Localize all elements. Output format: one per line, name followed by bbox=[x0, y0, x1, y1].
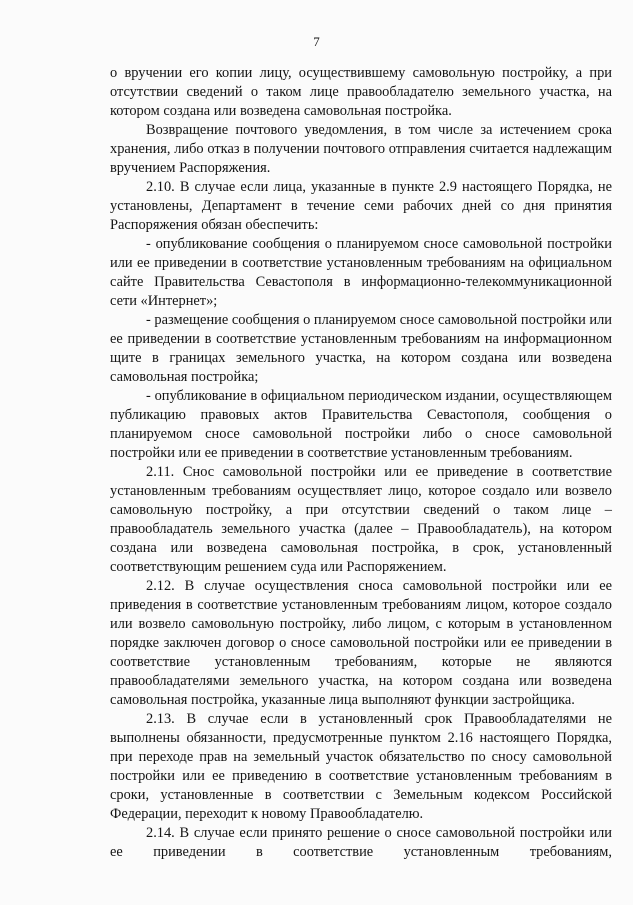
paragraph-2-11: 2.11. Снос самовольной постройки или ее приведение в соответствие установленным требованиям осуществляет лицо, которое создало или возвело самовольную постройку, а при отсутствии сведений о таком лице – правообладатель земельного участка (далее – Правообладатель), на котором создана или возведена самовольная постройка, в срок, установленный соответствующим решением суда или Распоряжением. bbox=[110, 464, 612, 575]
list-item-periodical-publication: - опубликование в официальном периодическом издании, осуществляющем публикацию правовых актов Правительства Севастополя, сообщения о планируемом сносе самовольной постройки либо о сносе самовольной постройки или ее приведении в соответствие установленным требованиям. bbox=[110, 388, 612, 461]
document-body bbox=[110, 64, 612, 862]
page-number: 7 bbox=[313, 34, 320, 49]
paragraph-delivery-end: о вручении его копии лицу, осуществившему самовольную постройку, а при отсутствии сведений о таком лице правообладателю земельного участка, на котором создана или возведена самовольная постройка. bbox=[110, 65, 612, 119]
paragraph-2-13: 2.13. В случае если в установленный срок Правообладателями не выполнены обязанности, предусмотренные пунктом 2.16 настоящего Порядка, при переходе прав на земельный участок обязательство по сносу самовольной постройки или ее приведению в соответствие установленным требованиям в сроки, установленные в соответствии с Земельным кодексом Российской Федерации, переходит к новому Правообладателю. bbox=[110, 711, 612, 822]
list-item-website-publication: - опубликование сообщения о планируемом сносе самовольной постройки или ее приведении в соответствие установленным требованиям на официальном сайте Правительства Севастополя в информационно-телекоммуникационной сети «Интернет»; bbox=[110, 236, 612, 309]
paragraph-2-12: 2.12. В случае осуществления сноса самовольной постройки или ее приведения в соответствие установленным требованиям лицом, которое создало или возвело самовольную постройку, либо лицом, с которым в установленном порядке заключен договор о сносе самовольной постройки или ее приведении в соответствие установленным требованиям, которые не являются правообладателями земельного участка, на котором создана или возведена самовольная постройка, указанные лица выполняют функции застройщика. bbox=[110, 578, 612, 708]
list-item-info-board: - размещение сообщения о планируемом сносе самовольной постройки или ее приведении в соответствие установленным требованиям на информационном щите в границах земельного участка, на котором создана или возведена самовольная постройка; bbox=[110, 312, 612, 385]
paragraph-2-14: 2.14. В случае если принято решение о сносе самовольной постройки или ее приведении в соответствие установленным требованиям, bbox=[110, 825, 612, 860]
paragraph-postal-notice: Возвращение почтового уведомления, в том числе за истечением срока хранения, либо отказ в получении почтового отправления считается надлежащим вручением Распоряжения. bbox=[110, 122, 612, 176]
paragraph-2-10: 2.10. В случае если лица, указанные в пункте 2.9 настоящего Порядка, не установлены, Департамент в течение семи рабочих дней со дня принятия Распоряжения обязан обеспечить: bbox=[110, 179, 612, 233]
